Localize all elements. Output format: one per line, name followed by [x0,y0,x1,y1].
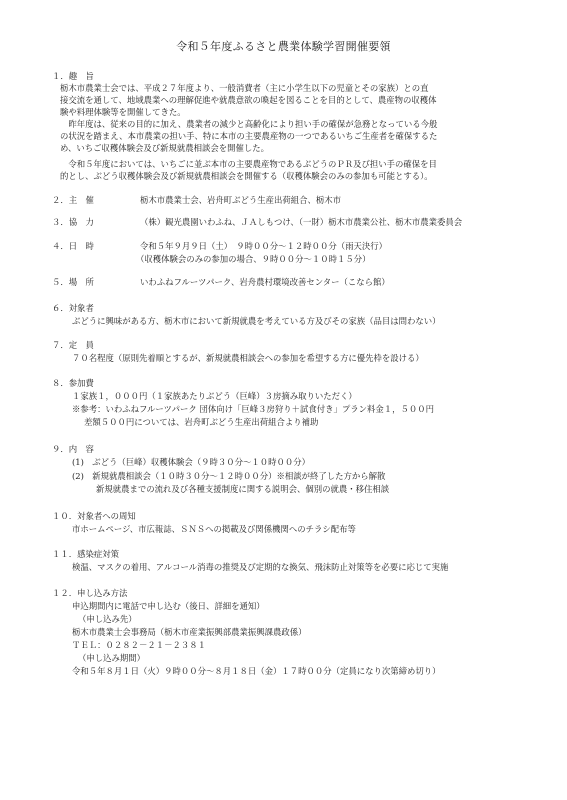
content-item-1: (1) ぶどう（巨峰）収穫体験会（９時３０分～１０時００分） [72,457,310,467]
purpose-text-line: 験や料理体験等を開催してきた。 [60,107,186,117]
application-contact-office: 栃木市農業士会事務局（栃木市産業振興部農業振興課農政係） [72,627,307,637]
section-heading-venue: ５．場 所 [52,277,94,287]
cooperation-value: （株）観光農園いわふね、ＪＡしもつけ、（一財）栃木市農業公社、栃木市農業委員会 [140,217,463,227]
purpose-text-line: め、いちご収穫体験会及び新規就農相談会を開催した。 [60,143,270,153]
purpose-text-line: 昨年度は、従来の目的に加え、農業者の減少と高齢化により担い手の確保が急務となっている今般 [60,119,438,129]
venue-value: いわふねフルーツパーク、岩舟農村環境改善センター（こなら館） [140,277,390,287]
section-heading-organizer: ２．主 催 [52,195,94,205]
purpose-text-line: 栃木市農業士会では、平成２７年度より、一般消費者（主に小学生以下の児童とその家族）との直 [60,83,429,93]
section-heading-capacity: ７．定 員 [52,340,94,350]
application-period-label: （申し込み期間） [78,653,145,663]
target-text: ぶどうに興味がある方、栃木市において新規就農を考えている方及びその家族（品目は問わない） [72,316,441,326]
section-heading-application: １２．申し込み方法 [52,588,128,598]
section-heading-publicity: １０．対象者への周知 [52,511,136,521]
publicity-text: 市ホームページ、市広報誌、ＳＮＳへの掲載及び関係機関へのチラシ配布等 [72,524,356,534]
purpose-text-line: 令和５年度においては、いちごに並ぶ本市の主要農産物であるぶどうのＰＲ及び担い手の確保を目 [60,159,437,169]
organizer-value: 栃木市農業士会、岩舟町ぶどう生産出荷組合、栃木市 [140,195,341,205]
content-item-2: (2) 新規就農相談会（１０時３０分～１２時００分）※相談が終了した方から解散 [72,471,386,481]
datetime-value: 令和５年９月９日（土） ９時００分～１２時００分（雨天決行） [140,241,388,251]
fee-text: １家族１，０００円（１家族あたりぶどう（巨峰）３房摘み取りいただく） [72,391,357,401]
application-period: 令和５年８月１日（火）９時００分～８月１８日（金）１７時００分（定員になり次第締め切り） [72,666,441,676]
purpose-text-line: 的とし、ぶどう収穫体験会及び新規就農相談会を開催する（収穫体験会のみの参加も可能とする）。 [60,171,433,181]
document-title: 令和５年度ふるさと農業体験学習開催要領 [176,40,391,53]
content-item-2-detail: 新規就農までの流れ及び各種支援制度に関する説明会、個別の就農・移住相談 [96,484,390,494]
section-heading-infection-control: １１．感染症対策 [52,549,119,559]
fee-reference-note: ※参考：いわふねフルーツパーク 団体向け「巨峰３房狩り＋試食付き」プラン料金１，５００円 [72,404,434,414]
fee-subsidy-note: 差額５００円については、岩舟町ぶどう生産出荷組合より補助 [84,417,319,427]
purpose-text-line: 接交流を通して、地域農業への理解促進や就農意欲の喚起を図ることを目的として、農産物の収穫体 [60,95,437,105]
section-heading-fee: ８．参加費 [52,378,94,388]
application-text: 申込期間内に電話で申し込む（後日、詳細を通知） [72,601,265,611]
infection-control-text: 検温、マスクの着用、アルコール消毒の推奨及び定期的な換気、飛沫防止対策等を必要に応じて実施 [72,562,449,572]
purpose-text-line: の状況を踏まえ、本市農業の担い手、特に本市の主要農産物の一つであるいちご生産者を確保するた [60,131,438,141]
section-heading-purpose: １．趣 旨 [52,71,94,81]
application-phone: ＴＥＬ：０２８２－２１－２３８１ [72,640,206,650]
application-contact-label: （申し込み先） [78,614,137,624]
section-heading-target: ６．対象者 [52,303,94,313]
section-heading-datetime: ４．日 時 [52,241,94,251]
datetime-note: （収穫体験会のみの参加の場合、９時００分～１０時１５分） [136,254,371,264]
section-heading-content: ９．内 容 [52,444,94,454]
section-heading-cooperation: ３．協 力 [52,217,94,227]
capacity-text: ７０名程度（原則先着順とするが、新規就農相談会への参加を希望する方に優先枠を設ける） [72,353,424,363]
